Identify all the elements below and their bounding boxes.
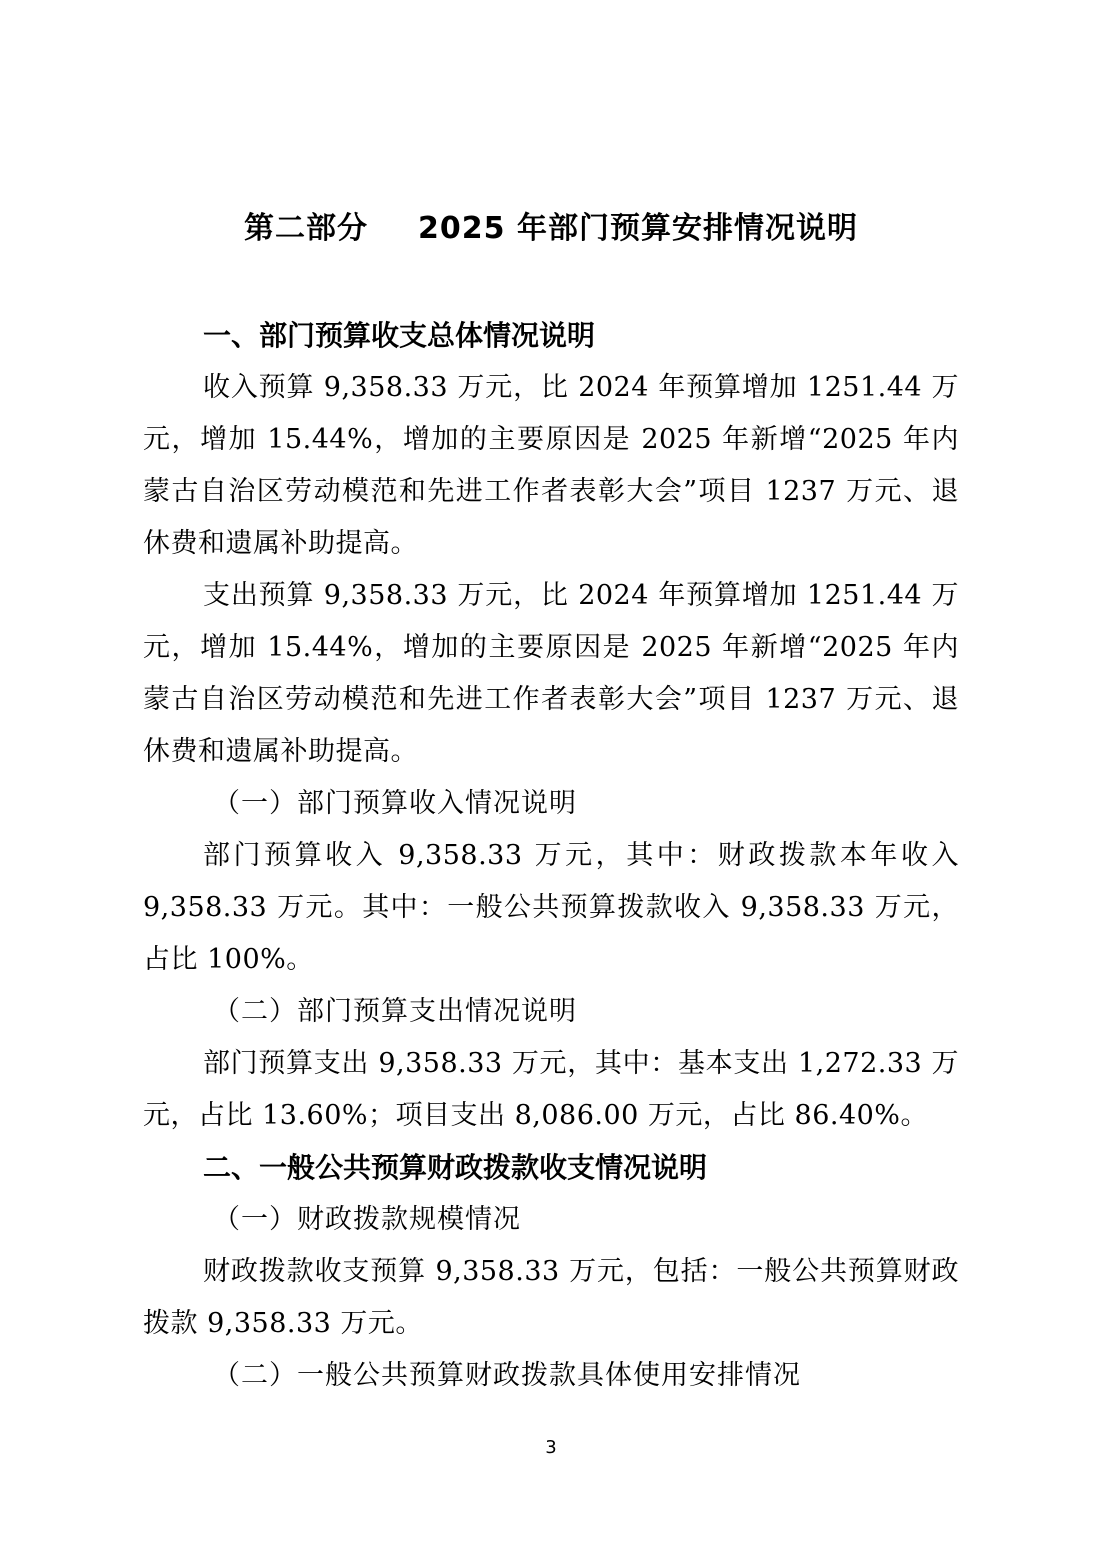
income-budget-paragraph: 收入预算 9,358.33 万元，比 2024 年预算增加 1251.44 万元，增加 15.44%，增加的主要原因是 2025 年新增“2025 年内蒙古自治区劳动模范和先进工作者表彰大会”项目 1237 万元、退休费和遗属补助提高。 (143, 372, 959, 559)
subsection-heading-income: （一）部门预算收入情况说明 (213, 788, 577, 819)
expense-detail-paragraph: 部门预算支出 9,358.33 万元，其中：基本支出 1,272.33 万元，占比 13.60%；项目支出 8,086.00 万元，占比 86.40%。 (143, 1048, 959, 1131)
subsection-heading-expense: （二）部门预算支出情况说明 (213, 996, 577, 1027)
page-number: 3 (545, 1437, 557, 1458)
title-text: 2025 年部门预算安排情况说明 (418, 211, 858, 246)
expense-budget-paragraph: 支出预算 9,358.33 万元，比 2024 年预算增加 1251.44 万元，增加 15.44%，增加的主要原因是 2025 年新增“2025 年内蒙古自治区劳动模范和先进工作者表彰大会”项目 1237 万元、退休费和遗属补助提高。 (143, 580, 959, 767)
section-heading-1: 一、部门预算收支总体情况说明 (203, 319, 596, 352)
scale-detail-paragraph: 财政拨款收支预算 9,358.33 万元，包括：一般公共预算财政拨款 9,358.33 万元。 (143, 1256, 959, 1339)
subsection-heading-usage: （二）一般公共预算财政拨款具体使用安排情况 (213, 1360, 801, 1391)
subsection-heading-scale: （一）财政拨款规模情况 (213, 1204, 521, 1235)
page-title (0, 205, 1102, 253)
document-body (143, 310, 959, 1402)
income-detail-paragraph: 部门预算收入 9,358.33 万元，其中：财政拨款本年收入 9,358.33 万元。其中：一般公共预算拨款收入 9,358.33 万元，占比 100%。 (143, 840, 959, 975)
title-part: 第二部分 (244, 211, 369, 246)
section-heading-2: 二、一般公共预算财政拨款收支情况说明 (203, 1151, 708, 1184)
